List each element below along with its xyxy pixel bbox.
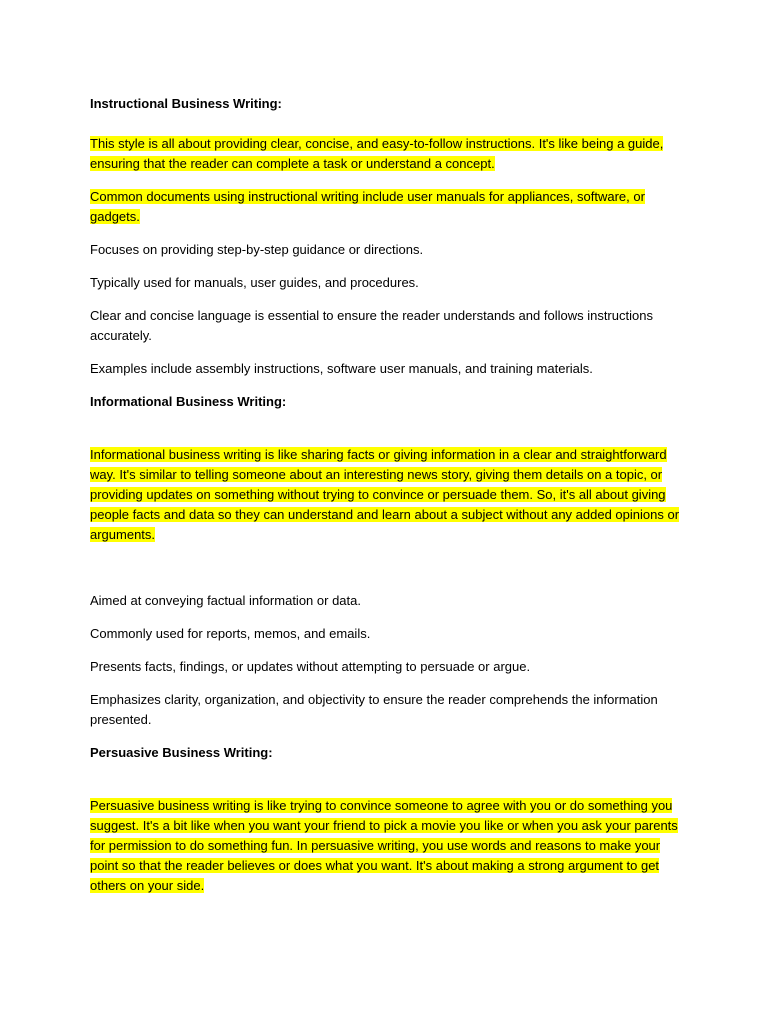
- paragraph: Aimed at conveying factual information or data.: [90, 593, 361, 608]
- section-heading-instructional: Instructional Business Writing:: [90, 96, 282, 111]
- highlighted-text: Common documents using instructional writing include user manuals for appliances, software, or gadgets.: [90, 189, 645, 224]
- highlighted-text: Informational business writing is like sharing facts or giving information in a clear and straightforward way. It's similar to telling someone about an interesting news story, giving them details on a topic, or providing updates on something without trying to convince or persuade them. So, it's all about giving people facts and data so they can understand and learn about a subject without any added opinions or arguments.: [90, 447, 680, 542]
- highlighted-paragraph: [90, 796, 680, 896]
- document-body: [90, 94, 680, 896]
- paragraph: Emphasizes clarity, organization, and objectivity to ensure the reader comprehends the information presented.: [90, 692, 658, 727]
- paragraph: Focuses on providing step-by-step guidance or directions.: [90, 242, 424, 257]
- highlighted-paragraph: [90, 187, 680, 227]
- paragraph: Commonly used for reports, memos, and emails.: [90, 626, 371, 641]
- paragraph: Typically used for manuals, user guides, and procedures.: [90, 275, 419, 290]
- highlighted-paragraph: [90, 134, 680, 174]
- highlighted-text: This style is all about providing clear, concise, and easy-to-follow instructions. It's like being a guide, ensuring that the reader can complete a task or understand a concept.: [90, 136, 664, 171]
- section-heading-informational: Informational Business Writing:: [90, 394, 287, 409]
- highlighted-paragraph: [90, 445, 680, 545]
- section-heading-persuasive: Persuasive Business Writing:: [90, 745, 273, 760]
- paragraph: Presents facts, findings, or updates without attempting to persuade or argue.: [90, 659, 531, 674]
- paragraph: Examples include assembly instructions, software user manuals, and training materials.: [90, 361, 593, 376]
- paragraph: Clear and concise language is essential to ensure the reader understands and follows instructions accurately.: [90, 308, 653, 343]
- highlighted-text: Persuasive business writing is like trying to convince someone to agree with you or do something you suggest. It's a bit like when you want your friend to pick a movie you like or when you ask your parents for permission to do something fun. In persuasive writing, you use words and reasons to make your point so that the reader believes or does what you want. It's about making a strong argument to get others on your side.: [90, 798, 678, 893]
